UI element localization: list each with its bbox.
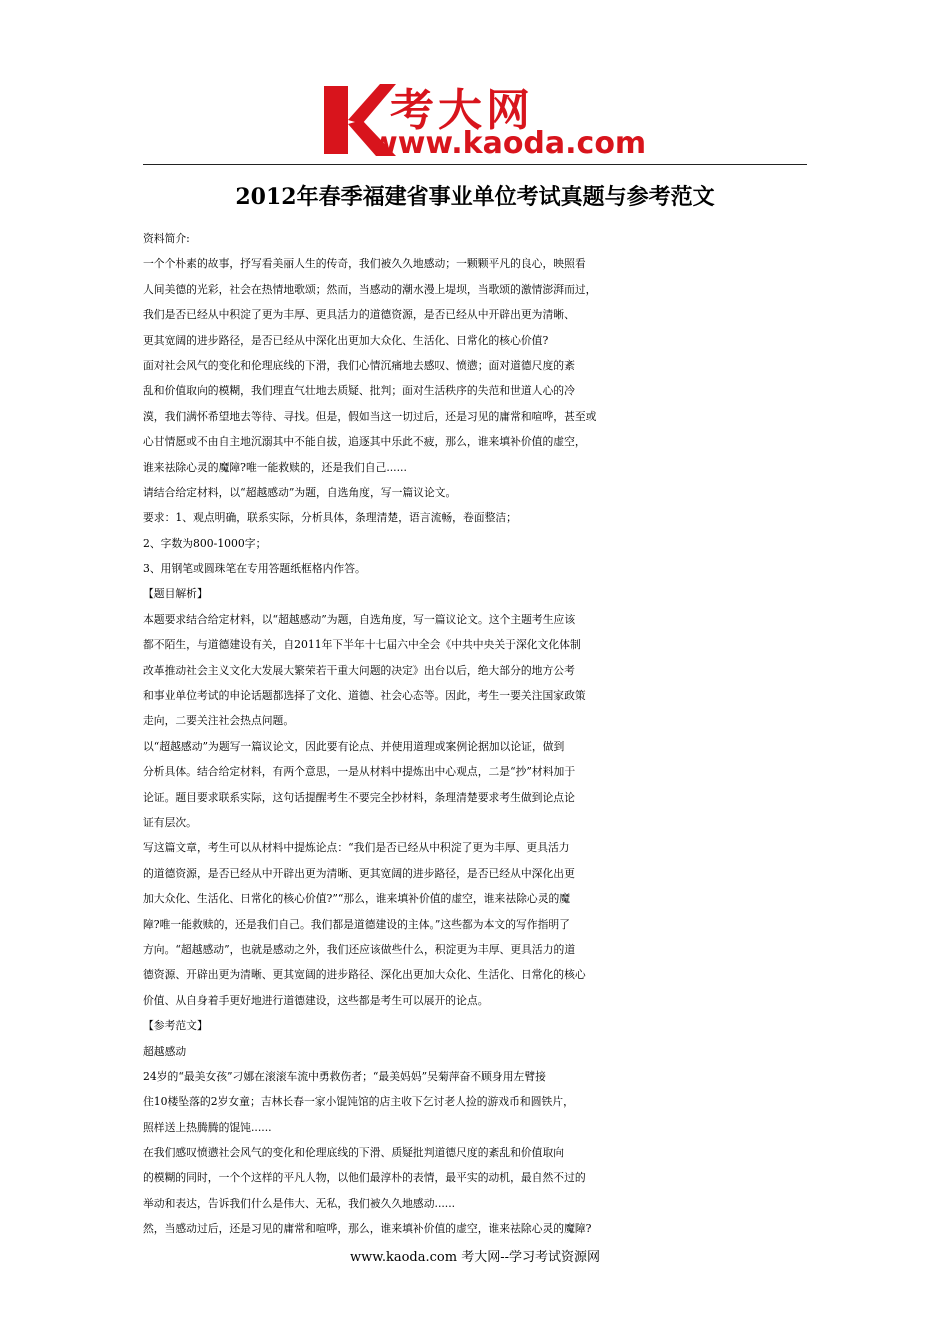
body-line: 资料简介:: [143, 232, 190, 245]
body-line: 价值、从自身着手更好地进行道德建设，这些都是考生可以展开的论点。: [143, 993, 489, 1007]
body-line: 加大众化、生活化、日常化的核心价值?”“那么，谁来填补价值的虚空，谁来祛除心灵的魔: [143, 892, 571, 906]
body-line: 分析具体。结合给定材料，有两个意思，一是从材料中提炼出中心观点，二是“抄”材料加于: [143, 765, 576, 779]
body-line: 都不陌生，与道德建设有关，自2011年下半年十七届六中全会《中共中央关于深化文化体制: [143, 638, 581, 652]
body-line: 改革推动社会主义文化大发展大繁荣若干重大问题的决定》出台以后，绝大部分的地方公考: [143, 663, 575, 677]
body-line: 走向，二要关注社会热点问题。: [143, 714, 295, 728]
body-line: 一个个朴素的故事，抒写看美丽人生的传奇，我们被久久地感动；一颗颗平凡的良心，映照看: [143, 257, 586, 271]
logo-brand-text: 考大网: [390, 85, 534, 136]
kaoda-logo[interactable]: [318, 80, 648, 160]
body-line: 谁来祛除心灵的魔障?唯一能救赎的，还是我们自己......: [143, 460, 407, 474]
document-title: 2012年春季福建省事业单位考试真题与参考范文: [235, 184, 715, 210]
logo-url-text: www.kaoda.com: [370, 126, 647, 161]
body-line: 在我们感叹愤懑社会风气的变化和伦理底线的下滑、质疑批判道德尺度的紊乱和价值取向: [143, 1146, 565, 1160]
body-line: 24岁的“最美女孩”刁娜在滚滚车流中勇救伤者；“最美妈妈”吴菊萍奋不顾身用左臂接: [143, 1069, 546, 1083]
body-line: 方向。“超越感动”，也就是感动之外，我们还应该做些什么，积淀更为丰厚、更具活力的道: [143, 942, 576, 956]
body-line: 住10楼坠落的2岁女童；吉林长春一家小馄饨馆的店主收下乞讨老人捡的游戏币和圆铁片，: [143, 1095, 574, 1109]
body-line: 人间美德的光彩，社会在热情地歌颂；然而，当感动的潮水漫上堤坝，当歌颂的激情澎湃而过，: [143, 282, 597, 296]
body-line: 和事业单位考试的申论话题都选择了文化、道德、社会心态等。因此，考生一要关注国家政策: [143, 689, 586, 703]
body-line: 举动和表达，告诉我们什么是伟大、无私，我们被久久地感动......: [143, 1196, 456, 1210]
body-line: 以“超越感动”为题写一篇议论文，因此要有论点、并使用道理或案例论据加以论证，做到: [143, 739, 565, 753]
body-line: 面对社会风气的变化和伦理底线的下滑，我们心情沉痛地去感叹、愤懑；面对道德尺度的紊: [143, 358, 575, 372]
body-line: 心甘情愿或不由自主地沉溺其中不能自拔，追逐其中乐此不疲，那么，谁来填补价值的虚空，: [143, 435, 586, 449]
body-line: 更其宽阔的进步路径，是否已经从中深化出更加大众化、生活化、日常化的核心价值?: [143, 333, 549, 347]
body-line: 2、字数为800-1000字；: [143, 536, 267, 550]
body-line: 3、用钢笔或圆珠笔在专用答题纸框格内作答。: [143, 562, 366, 576]
document-body: [143, 226, 815, 1242]
section-heading: 【参考范文】: [143, 1019, 208, 1033]
section-heading: 【题目解析】: [143, 587, 208, 601]
body-line: 德资源、开辟出更为清晰、更其宽阔的进步路径、深化出更加大众化、生活化、日常化的核心: [143, 968, 586, 982]
body-line: 请结合给定材料，以“超越感动”为题，自选角度，写一篇议论文。: [143, 485, 457, 499]
body-line: 然，当感动过后，还是习见的庸常和喧哗，那么，谁来填补价值的虚空，谁来祛除心灵的魔障?: [143, 1222, 592, 1236]
body-line: 照样送上热腾腾的馄饨......: [143, 1120, 272, 1134]
body-line: 漠，我们满怀希望地去等待、寻找。但是，假如当这一切过后，还是习见的庸常和喧哗，甚至或: [143, 409, 597, 423]
body-line: 本题要求结合给定材料，以“超越感动”为题，自选角度，写一篇议论文。这个主题考生应该: [143, 612, 576, 626]
body-line: 障?唯一能救赎的，还是我们自己。我们都是道德建设的主体。”这些都为本文的写作指明了: [143, 917, 570, 931]
body-line: 的道德资源，是否已经从中开辟出更为清晰、更其宽阔的进步路径，是否已经从中深化出更: [143, 866, 575, 880]
body-line: 论证。题目要求联系实际，这句话提醒考生不要完全抄材料，条理清楚要求考生做到论点论: [143, 790, 575, 804]
body-line: 乱和价值取向的模糊，我们理直气壮地去质疑、批判；面对生活秩序的失范和世道人心的冷: [143, 384, 575, 398]
body-line: 要求：1、观点明确，联系实际，分析具体，条理清楚，语言流畅，卷面整洁；: [143, 511, 517, 525]
body-line: 的模糊的同时，一个个这样的平凡人物，以他们最淳朴的表情，最平实的动机，最自然不过的: [143, 1171, 586, 1185]
essay-title: 超越感动: [143, 1044, 187, 1058]
header-divider: [143, 164, 807, 165]
body-line: 写这篇文章，考生可以从材料中提炼论点：“我们是否已经从中积淀了更为丰厚、更具活力: [143, 841, 570, 855]
body-line: 我们是否已经从中积淀了更为丰厚、更具活力的道德资源，是否已经从中开辟出更为清晰、: [143, 308, 575, 322]
page-footer[interactable]: www.kaoda.com 考大网--学习考试资源网: [350, 1250, 600, 1265]
body-line: 证有层次。: [143, 815, 197, 829]
